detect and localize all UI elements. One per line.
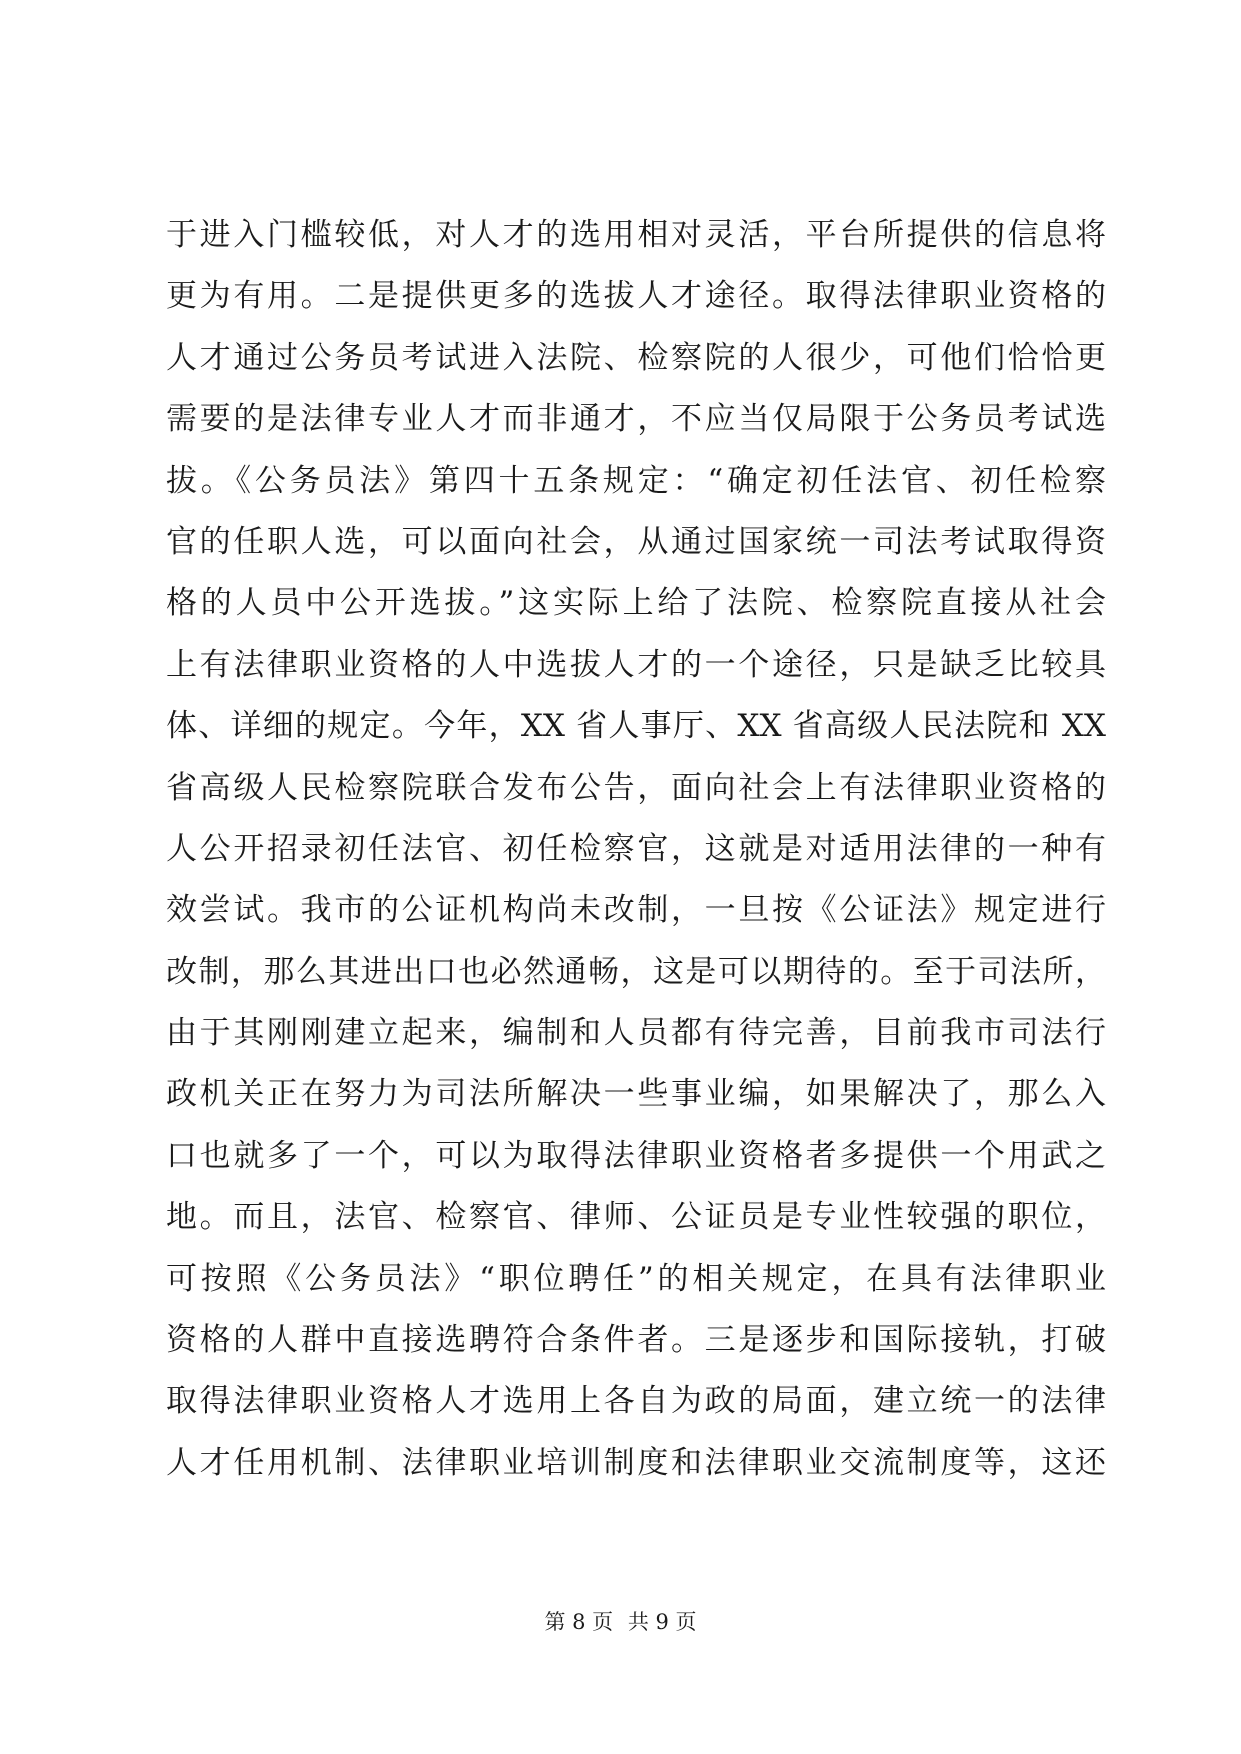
text-line: 需要的是法律专业人才而非通才，不应当仅局限于公务员考试选	[166, 401, 1106, 438]
page-total: 共 9 页	[627, 1610, 697, 1634]
text-line: 人才通过公务员考试进入法院、检察院的人很少，可他们恰恰更	[166, 339, 1106, 376]
text-line: 拔。《公务员法》第四十五条规定：“确定初任法官、初任检察	[166, 462, 1106, 499]
text-line: 体、详细的规定。今年，XX 省人事厅、XX 省高级人民法院和 XX	[166, 708, 1106, 745]
text-line: 资格的人群中直接选聘符合条件者。三是逐步和国际接轨，打破	[166, 1322, 1106, 1359]
text-line: 效尝试。我市的公证机构尚未改制，一旦按《公证法》规定进行	[166, 892, 1106, 929]
text-line: 口也就多了一个，可以为取得法律职业资格者多提供一个用武之	[166, 1137, 1106, 1174]
text-line: 政机关正在努力为司法所解决一些事业编，如果解决了，那么入	[166, 1076, 1106, 1113]
text-line: 格的人员中公开选拔。”这实际上给了法院、检察院直接从社会	[166, 585, 1106, 622]
text-line: 省高级人民检察院联合发布公告，面向社会上有法律职业资格的	[166, 769, 1106, 806]
page-number: 第 8 页	[544, 1610, 614, 1634]
text-line: 官的任职人选，可以面向社会，从通过国家统一司法考试取得资	[166, 523, 1106, 560]
text-line: 人才任用机制、法律职业培训制度和法律职业交流制度等，这还	[166, 1444, 1106, 1481]
text-line: 改制，那么其进出口也必然通畅，这是可以期待的。至于司法所，	[166, 953, 1106, 990]
text-line: 人公开招录初任法官、初任检察官，这就是对适用法律的一种有	[166, 830, 1106, 867]
document-body	[166, 205, 1106, 1494]
text-line: 可按照《公务员法》“职位聘任”的相关规定，在具有法律职业	[166, 1260, 1106, 1297]
text-line: 上有法律职业资格的人中选拔人才的一个途径，只是缺乏比较具	[166, 646, 1106, 683]
text-line: 取得法律职业资格人才选用上各自为政的局面，建立统一的法律	[166, 1383, 1106, 1420]
text-line: 地。而且，法官、检察官、律师、公证员是专业性较强的职位，	[166, 1199, 1106, 1236]
text-line: 由于其刚刚建立起来，编制和人员都有待完善，目前我市司法行	[166, 1015, 1106, 1052]
text-line: 于进入门槛较低，对人才的选用相对灵活，平台所提供的信息将	[166, 217, 1106, 253]
text-line: 更为有用。二是提供更多的选拔人才途径。取得法律职业资格的	[166, 278, 1106, 315]
page-footer	[0, 1608, 1241, 1636]
